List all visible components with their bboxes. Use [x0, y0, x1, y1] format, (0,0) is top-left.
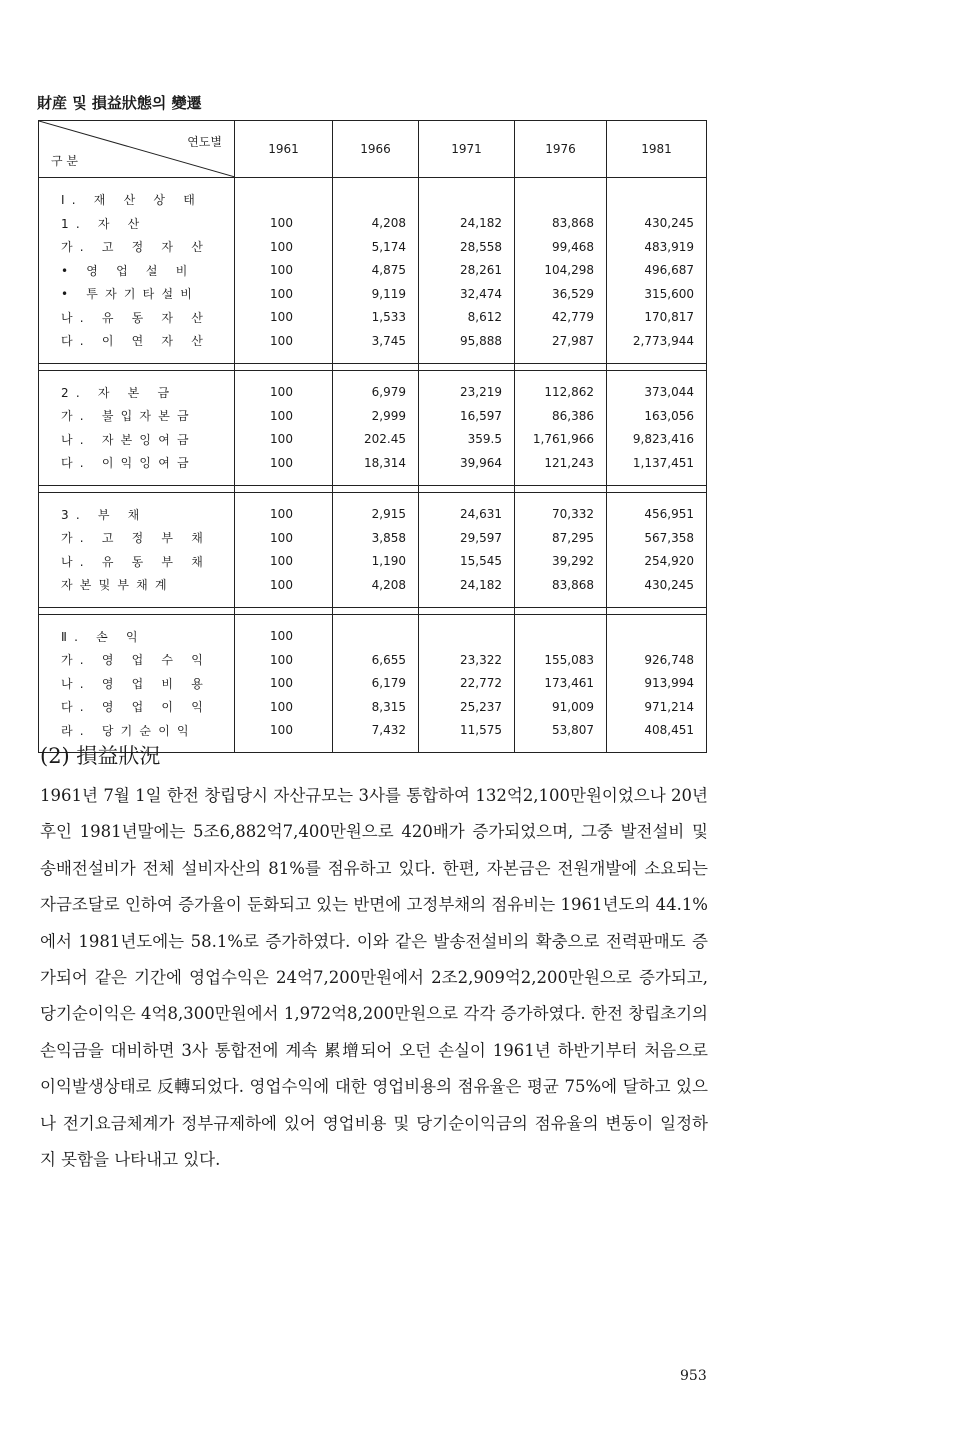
value-cell: 42,779	[515, 306, 607, 330]
value-cell: 926,748	[607, 648, 707, 672]
table-row	[39, 428, 707, 452]
value-cell: 254,920	[607, 550, 707, 574]
group-spacer	[39, 614, 707, 625]
value-cell: 100	[235, 625, 333, 649]
value-cell: 100	[235, 573, 333, 597]
header-row	[39, 121, 707, 178]
value-cell: 430,245	[607, 573, 707, 597]
value-cell: 28,261	[419, 259, 515, 283]
value-cell: 1,533	[333, 306, 419, 330]
row-label: 다. 이익잉여금	[39, 451, 235, 475]
row-label: 가. 영 업 수 익	[39, 648, 235, 672]
row-label: 가. 고 정 자 산	[39, 235, 235, 259]
value-cell: 170,817	[607, 306, 707, 330]
row-label: • 투자기타설비	[39, 282, 235, 306]
value-cell: 5,174	[333, 235, 419, 259]
value-cell: 100	[235, 719, 333, 743]
value-cell: 155,083	[515, 648, 607, 672]
group-separator	[39, 485, 707, 492]
value-cell: 83,868	[515, 573, 607, 597]
value-cell: 163,056	[607, 404, 707, 428]
group-separator	[39, 607, 707, 614]
row-label: 나. 영 업 비 용	[39, 672, 235, 696]
value-cell: 70,332	[515, 503, 607, 527]
value-cell: 430,245	[607, 212, 707, 236]
value-cell: 4,208	[333, 573, 419, 597]
value-cell: 99,468	[515, 235, 607, 259]
row-label: 나. 자본잉여금	[39, 428, 235, 452]
table-row	[39, 381, 707, 405]
value-cell: 173,461	[515, 672, 607, 696]
value-cell: 100	[235, 381, 333, 405]
row-label: Ⅱ. 손 익	[39, 625, 235, 649]
row-label: • 영 업 설 비	[39, 259, 235, 283]
value-cell: 1,761,966	[515, 428, 607, 452]
value-cell: 100	[235, 526, 333, 550]
value-cell: 112,862	[515, 381, 607, 405]
value-cell: 100	[235, 259, 333, 283]
group-spacer	[39, 353, 707, 364]
value-cell: 100	[235, 672, 333, 696]
value-cell: 53,807	[515, 719, 607, 743]
value-cell	[333, 625, 419, 649]
year-header: 1976	[515, 121, 607, 178]
year-header: 1961	[235, 121, 333, 178]
body-paragraph: 1961년 7월 1일 한전 창립당시 자산규모는 3사를 통합하여 132억2,100만원이었으나 20년후인 1981년말에는 5조6,882억7,400만원으로 420배가 증가되었으며, 그중 발전설비 및 송배전설비가 전체 설비자산의 81%를 점유하고 있다. 한편, 자본금은 전원개발에 소요되는 자금조달로 인하여 증가율이 둔화되고 있는 반면에 고정부채의 점유비는 1961년도의 44.1%에서 1981년도에는 58.1%로 증가하였다. 이와 같은 발송전설비의 확충으로 전력판매도 증가되어 같은 기간에 영업수익은 24억7,200만원에서 2조2,909억2,200만원으로 증가되고, 당기순이익은 4억8,300만원에서 1,972억8,200만원으로 각각 증가하였다. 한전 창립초기의 손익금을 대비하면 3사 통합전에 계속 累增되어 오던 손실이 1961년 하반기부터 처음으로 이익발생상태로 反轉되었다. 영업수익에 대한 영업비용의 점유율은 평균 75%에 달하고 있으나 전기요금체계가 정부규제하에 있어 영업비용 및 당기순이익금의 점유율의 변동이 일정하지 못함을 나타내고 있다.	[40, 786, 708, 1170]
value-cell: 32,474	[419, 282, 515, 306]
body-text	[40, 778, 708, 1178]
value-cell: 22,772	[419, 672, 515, 696]
value-cell: 16,597	[419, 404, 515, 428]
value-cell	[419, 188, 515, 212]
value-cell: 2,915	[333, 503, 419, 527]
table-row	[39, 404, 707, 428]
year-header: 1981	[607, 121, 707, 178]
value-cell	[515, 625, 607, 649]
value-cell: 7,432	[333, 719, 419, 743]
value-cell: 100	[235, 428, 333, 452]
value-cell: 6,979	[333, 381, 419, 405]
value-cell: 36,529	[515, 282, 607, 306]
table-row	[39, 695, 707, 719]
table-row	[39, 625, 707, 649]
value-cell: 1,190	[333, 550, 419, 574]
value-cell: 2,773,944	[607, 329, 707, 353]
value-cell: 121,243	[515, 451, 607, 475]
row-label: 3. 부 채	[39, 503, 235, 527]
corner-bottom-label: 구 분	[51, 154, 78, 168]
group-spacer	[39, 475, 707, 486]
table-row	[39, 573, 707, 597]
value-cell: 24,182	[419, 212, 515, 236]
value-cell: 2,999	[333, 404, 419, 428]
value-cell: 8,612	[419, 306, 515, 330]
value-cell	[607, 188, 707, 212]
value-cell: 408,451	[607, 719, 707, 743]
row-label: 나. 유 동 자 산	[39, 306, 235, 330]
value-cell: 6,655	[333, 648, 419, 672]
table-row	[39, 188, 707, 212]
table-row	[39, 212, 707, 236]
value-cell: 24,631	[419, 503, 515, 527]
value-cell: 567,358	[607, 526, 707, 550]
value-cell: 3,858	[333, 526, 419, 550]
value-cell: 496,687	[607, 259, 707, 283]
value-cell: 100	[235, 404, 333, 428]
value-cell: 100	[235, 235, 333, 259]
table-row	[39, 259, 707, 283]
group-spacer	[39, 492, 707, 503]
table-row	[39, 503, 707, 527]
table-row	[39, 451, 707, 475]
table-row	[39, 672, 707, 696]
value-cell: 23,322	[419, 648, 515, 672]
group-spacer	[39, 597, 707, 608]
table-title: 財産 및 損益狀態의 變遷	[37, 94, 202, 112]
row-label: 라. 당기순이익	[39, 719, 235, 743]
corner-top-label: 연도별	[187, 135, 222, 149]
table-row	[39, 550, 707, 574]
value-cell: 9,823,416	[607, 428, 707, 452]
value-cell: 3,745	[333, 329, 419, 353]
value-cell: 483,919	[607, 235, 707, 259]
section-heading: (2) 損益狀況	[40, 744, 161, 768]
value-cell: 971,214	[607, 695, 707, 719]
value-cell: 104,298	[515, 259, 607, 283]
value-cell: 100	[235, 695, 333, 719]
group-spacer	[39, 178, 707, 189]
value-cell: 100	[235, 550, 333, 574]
row-label: 다. 이 연 자 산	[39, 329, 235, 353]
page-number: 953	[680, 1368, 707, 1384]
value-cell: 25,237	[419, 695, 515, 719]
value-cell: 100	[235, 503, 333, 527]
value-cell: 100	[235, 648, 333, 672]
row-label: 1. 자 산	[39, 212, 235, 236]
row-label: Ⅰ. 재 산 상 태	[39, 188, 235, 212]
value-cell	[607, 625, 707, 649]
group-separator	[39, 363, 707, 370]
value-cell: 95,888	[419, 329, 515, 353]
value-cell: 1,137,451	[607, 451, 707, 475]
row-label: 가. 불입자본금	[39, 404, 235, 428]
value-cell: 27,987	[515, 329, 607, 353]
row-label: 자본및부채계	[39, 573, 235, 597]
table-body	[39, 121, 707, 753]
row-label: 다. 영 업 이 익	[39, 695, 235, 719]
value-cell: 39,964	[419, 451, 515, 475]
value-cell: 456,951	[607, 503, 707, 527]
value-cell: 6,179	[333, 672, 419, 696]
value-cell: 100	[235, 282, 333, 306]
value-cell: 100	[235, 306, 333, 330]
value-cell: 4,875	[333, 259, 419, 283]
table-row	[39, 526, 707, 550]
value-cell: 8,315	[333, 695, 419, 719]
table-row	[39, 282, 707, 306]
value-cell: 4,208	[333, 212, 419, 236]
value-cell	[235, 188, 333, 212]
value-cell: 11,575	[419, 719, 515, 743]
year-header: 1971	[419, 121, 515, 178]
year-header: 1966	[333, 121, 419, 178]
row-label: 2. 자 본 금	[39, 381, 235, 405]
value-cell: 202.45	[333, 428, 419, 452]
value-cell	[419, 625, 515, 649]
corner-header-cell	[39, 121, 235, 178]
value-cell: 18,314	[333, 451, 419, 475]
value-cell	[515, 188, 607, 212]
value-cell: 83,868	[515, 212, 607, 236]
value-cell: 15,545	[419, 550, 515, 574]
value-cell: 359.5	[419, 428, 515, 452]
value-cell: 86,386	[515, 404, 607, 428]
value-cell: 100	[235, 451, 333, 475]
row-label: 나. 유 동 부 채	[39, 550, 235, 574]
value-cell	[333, 188, 419, 212]
table-row	[39, 648, 707, 672]
value-cell: 100	[235, 329, 333, 353]
financial-table	[38, 120, 707, 753]
value-cell: 23,219	[419, 381, 515, 405]
value-cell: 373,044	[607, 381, 707, 405]
value-cell: 28,558	[419, 235, 515, 259]
value-cell: 29,597	[419, 526, 515, 550]
value-cell: 100	[235, 212, 333, 236]
table-row	[39, 329, 707, 353]
value-cell: 39,292	[515, 550, 607, 574]
group-spacer	[39, 370, 707, 381]
table-row	[39, 719, 707, 743]
value-cell: 9,119	[333, 282, 419, 306]
row-label: 가. 고 정 부 채	[39, 526, 235, 550]
table-row	[39, 306, 707, 330]
value-cell: 87,295	[515, 526, 607, 550]
value-cell: 913,994	[607, 672, 707, 696]
value-cell: 24,182	[419, 573, 515, 597]
value-cell: 315,600	[607, 282, 707, 306]
table-row	[39, 235, 707, 259]
value-cell: 91,009	[515, 695, 607, 719]
